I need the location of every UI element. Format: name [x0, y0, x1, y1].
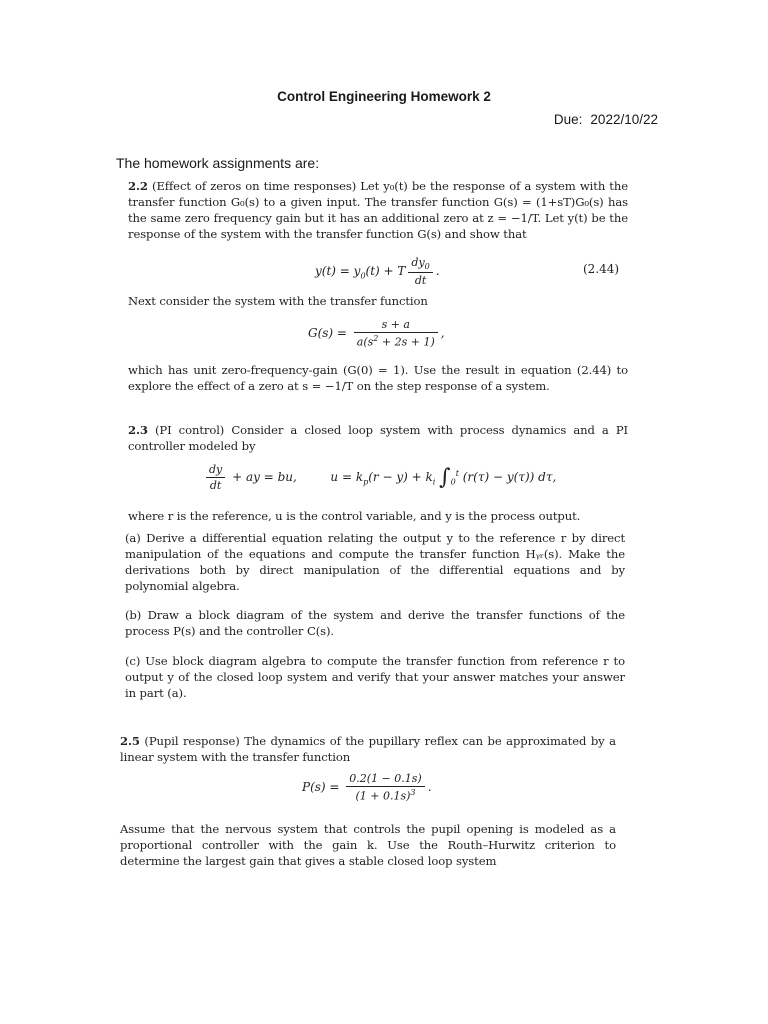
problem-2-3-part-c: (c) Use block diagram algebra to compute the transfer function from reference r to output y of the closed loop system and verify that your answer matches your answer in part (a).	[125, 654, 625, 700]
page-title: Control Engineering Homework 2	[277, 89, 491, 104]
due-date: 2022/10/22	[590, 112, 658, 127]
problem-number: 2.3	[128, 423, 148, 437]
problem-2-5-text-2: Assume that the nervous system that controls the pupil opening is modeled as a proportional controller with the gain k. Use the Routh–Hurwitz criterion to determine the largest gain that gives a stable closed loop system	[120, 822, 616, 868]
problem-text: (PI control) Consider a closed loop system with process dynamics and a PI controller modeled by	[128, 423, 629, 453]
problem-number: 2.5	[120, 734, 140, 748]
problem-2-5-intro	[120, 733, 616, 765]
problem-text: (Pupil response) The dynamics of the pupillary reflex can be approximated by a linear system with the transfer function	[120, 734, 616, 764]
due-label: Due:	[553, 112, 583, 127]
problem-2-3-text-2: where r is the reference, u is the control variable, and y is the process output.	[128, 509, 581, 523]
equation-transfer-function-g: G(s) = $\frac{s + a}{a(s^2 + 2s + 1)}$ ,	[308, 318, 445, 349]
equation-number: (2.44)	[583, 262, 620, 276]
due-date-line	[554, 112, 658, 127]
problem-2-2-text-3: which has unit zero-frequency-gain (G(0) = 1). Use the result in equation (2.44) to explore the effect of a zero at s = −1/T on the step response of a system.	[128, 363, 628, 393]
problem-2-2-text-2: Next consider the system with the transfer function	[128, 294, 428, 308]
problem-2-2-intro	[128, 178, 628, 242]
equation-pupil-transfer-function: P(s) = $\frac{0.2(1 - 0.1s)}{(1 + 0.1s)^3}$ .	[302, 772, 432, 803]
problem-2-3-part-b: (b) Draw a block diagram of the system and derive the transfer functions of the process P(s) and the controller C(s).	[125, 608, 625, 638]
equation-2-44: $y(t) = y_0(t) + T$ $\frac{dy_0}{dt}$ .	[315, 256, 440, 288]
problem-2-3-part-a: (a) Derive a differential equation relating the output y to the reference r by direct manipulation of the equations and compute the transfer function Hᵧᵣ(s). Make the derivations both by direct manipulation of the differential equations and by polynomial algebra.	[125, 531, 625, 593]
equation-pi-control: $\frac{dy}{dt}$ + ay = bu, $u = k_p(r - y) + k_i$ $\int_0^t$ (r(τ) − y(τ)) dτ,	[203, 463, 556, 492]
problem-2-3-intro	[128, 422, 628, 454]
intro-text: The homework assignments are:	[116, 155, 320, 171]
problem-text: (Effect of zeros on time responses) Let y₀(t) be the response of a system with the transfer function G₀(s) to a given input. The transfer function G(s) = (1+sT)G₀(s) has the same zero frequency gain but it has an additional zero at z = −1/T. Let y(t) be the response of the system with the transfer function G(s) and show that	[128, 179, 628, 241]
problem-number: 2.2	[128, 179, 148, 193]
